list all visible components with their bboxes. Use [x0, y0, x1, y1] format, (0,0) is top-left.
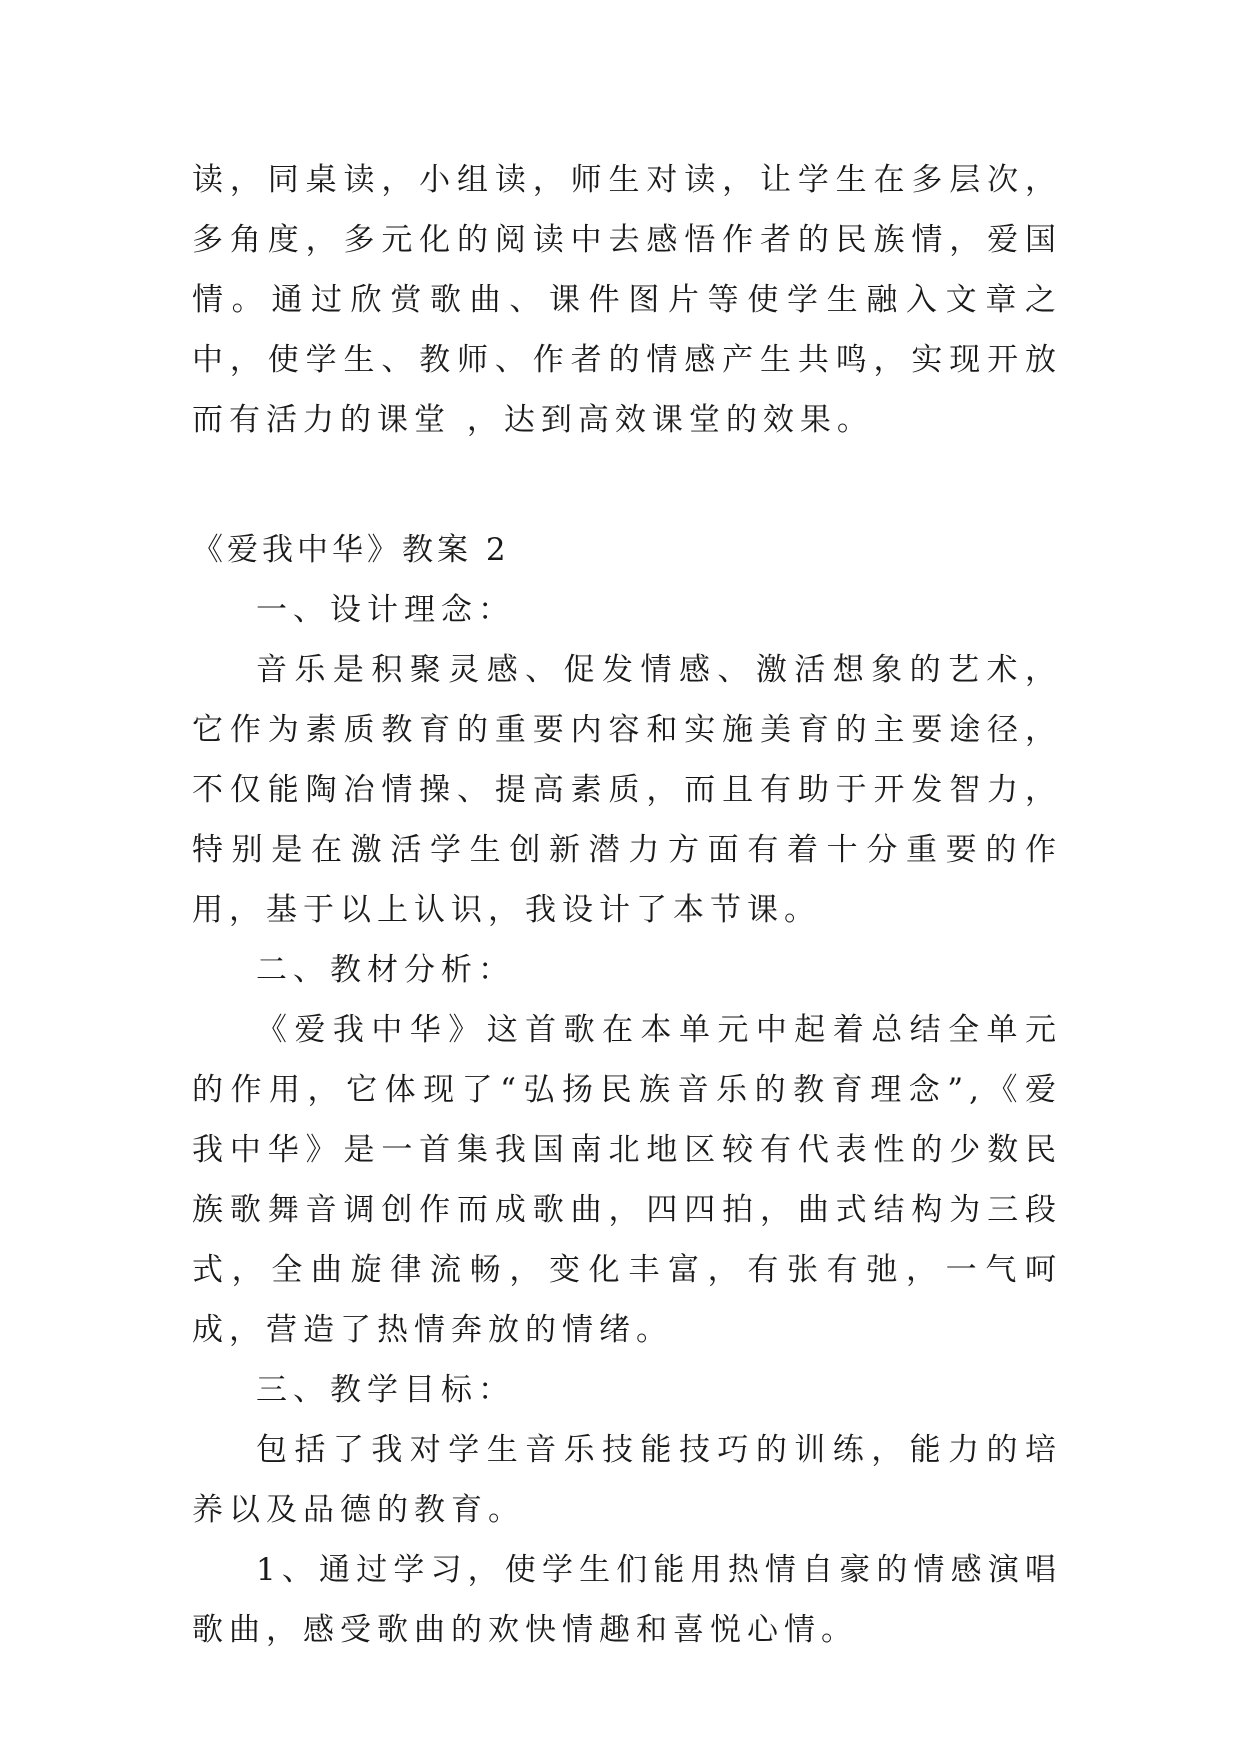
- heading-design-concept: 一、设计理念：: [256, 592, 515, 628]
- paragraph-design-concept: 音乐是积聚灵感、促发情感、激活想象的艺术，它作为素质教育的重要内容和实施美育的主要途径，不仅能陶冶情操、提高素质，而且有助于开发智力，特别是在激活学生创新潜力方面有着十分重要的作用，基于以上认识，我设计了本节课。: [192, 652, 1062, 928]
- heading-teaching-goals: 三、教学目标：: [256, 1372, 515, 1408]
- section-title: 《爱我中华》教案 2: [192, 532, 510, 568]
- paragraph-goal-1: 1、通过学习，使学生们能用热情自豪的情感演唱歌曲，感受歌曲的欢快情趣和喜悦心情。: [192, 1552, 1062, 1648]
- paragraph-teaching-goals: 包括了我对学生音乐技能技巧的训练，能力的培养以及品德的教育。: [192, 1432, 1062, 1528]
- section-gap: [192, 450, 1062, 520]
- continued-paragraph: 读，同桌读，小组读，师生对读，让学生在多层次，多角度，多元化的阅读中去感悟作者的民族情，爱国情。通过欣赏歌曲、课件图片等使学生融入文章之中，使学生、教师、作者的情感产生共鸣，实现开放而有活力的课堂 ，达到高效课堂的效果。: [192, 162, 1062, 438]
- heading-material-analysis: 二、教材分析：: [256, 952, 515, 988]
- document-page: [192, 150, 1062, 1660]
- paragraph-material-analysis: 《爱我中华》这首歌在本单元中起着总结全单元的作用，它体现了“弘扬民族音乐的教育理念”,《爱我中华》是一首集我国南北地区较有代表性的少数民族歌舞音调创作而成歌曲，四四拍，曲式结构为三段式，全曲旋律流畅，变化丰富，有张有弛，一气呵成，营造了热情奔放的情绪。: [192, 1012, 1062, 1348]
